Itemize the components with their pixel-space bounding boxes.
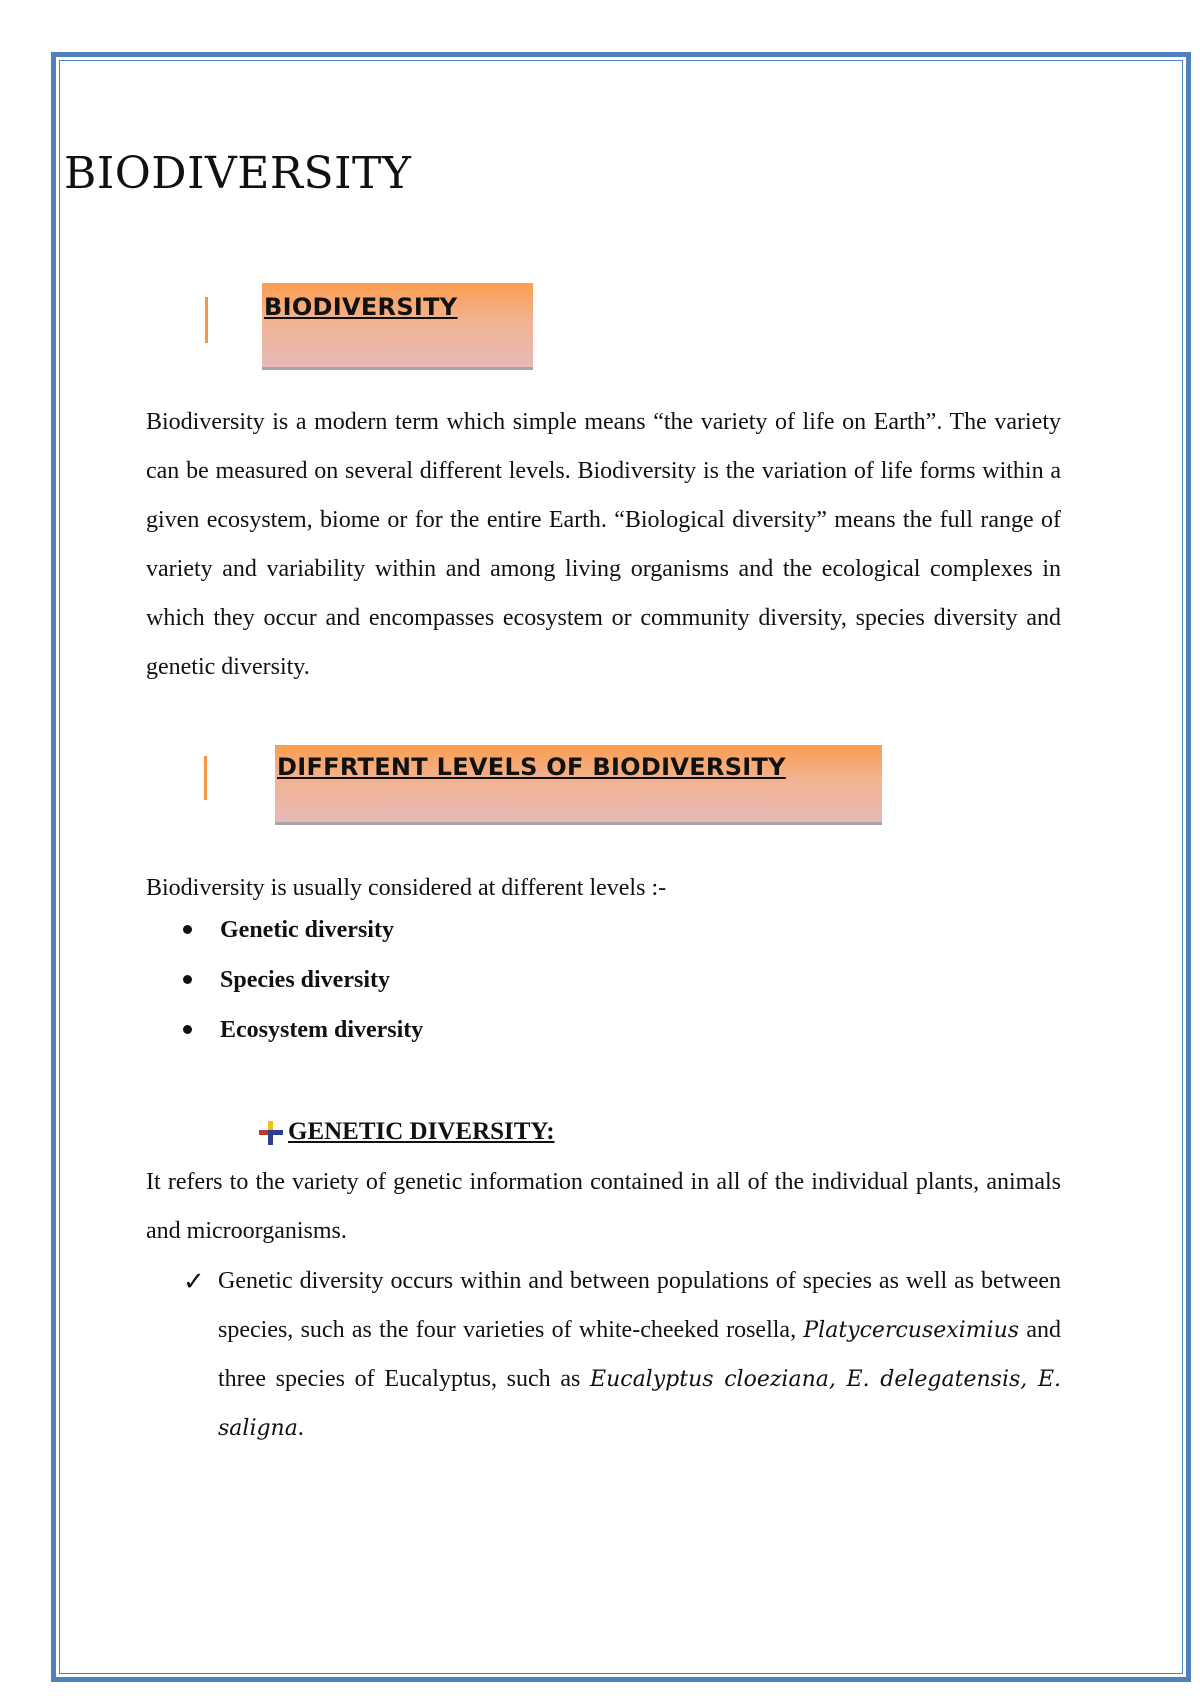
species-name: Eucalyptus cloeziana, E. delegatensis, E. saligna: [218, 1367, 1061, 1441]
check-point-text: [218, 1257, 1061, 1453]
section-banner: [262, 283, 533, 370]
list-item: [180, 1005, 423, 1055]
text-run: .: [297, 1415, 304, 1441]
document-title: BIODIVERSITY: [64, 148, 412, 199]
genetic-heading-text: GENETIC DIVERSITY:: [288, 1118, 555, 1145]
checkmark-icon: ✓: [183, 1267, 205, 1296]
list-item-label: Species diversity: [220, 967, 390, 993]
plus-bullet-icon: [258, 1120, 284, 1146]
genetic-paragraph: It refers to the variety of genetic information contained in all of the individual plants, animals and microorganisms.: [146, 1169, 1061, 1244]
list-item-label: Ecosystem diversity: [220, 1017, 424, 1043]
bullet-icon: [183, 1025, 192, 1034]
list-item: [180, 905, 423, 955]
levels-intro: Biodiversity is usually considered at different levels :-: [146, 875, 667, 901]
bullet-icon: [183, 975, 192, 984]
bullet-icon: [183, 925, 192, 934]
intro-paragraph: Biodiversity is a modern term which simple means “the variety of life on Earth”. The variety can be measured on several different levels. Biodiversity is the variation of life forms within a given ecosystem, biome or for the entire Earth. “Biological diversity” means the full range of variety and variability within and among living organisms and the ecological complexes in which they occur and encompasses ecosystem or community diversity, species diversity and genetic diversity.: [146, 409, 1061, 680]
species-name: Platycercuseximius: [803, 1318, 1020, 1343]
list-item: [180, 955, 423, 1005]
accent-bar: [205, 297, 208, 343]
text-run: Genetic diversity occurs within and between populations of species as well as between species, such as the four varieties of white-cheeked rosella,: [218, 1268, 1061, 1343]
list-item-label: Genetic diversity: [220, 917, 394, 943]
section-banner: [275, 745, 882, 825]
section-heading: DIFFRTENT LEVELS OF BIODIVERSITY: [277, 753, 786, 781]
text-run: and three species of Eucalyptus, such as: [218, 1317, 1062, 1392]
levels-list: [180, 905, 423, 1055]
accent-bar: [204, 756, 207, 800]
section-heading: BIODIVERSITY: [264, 293, 458, 321]
